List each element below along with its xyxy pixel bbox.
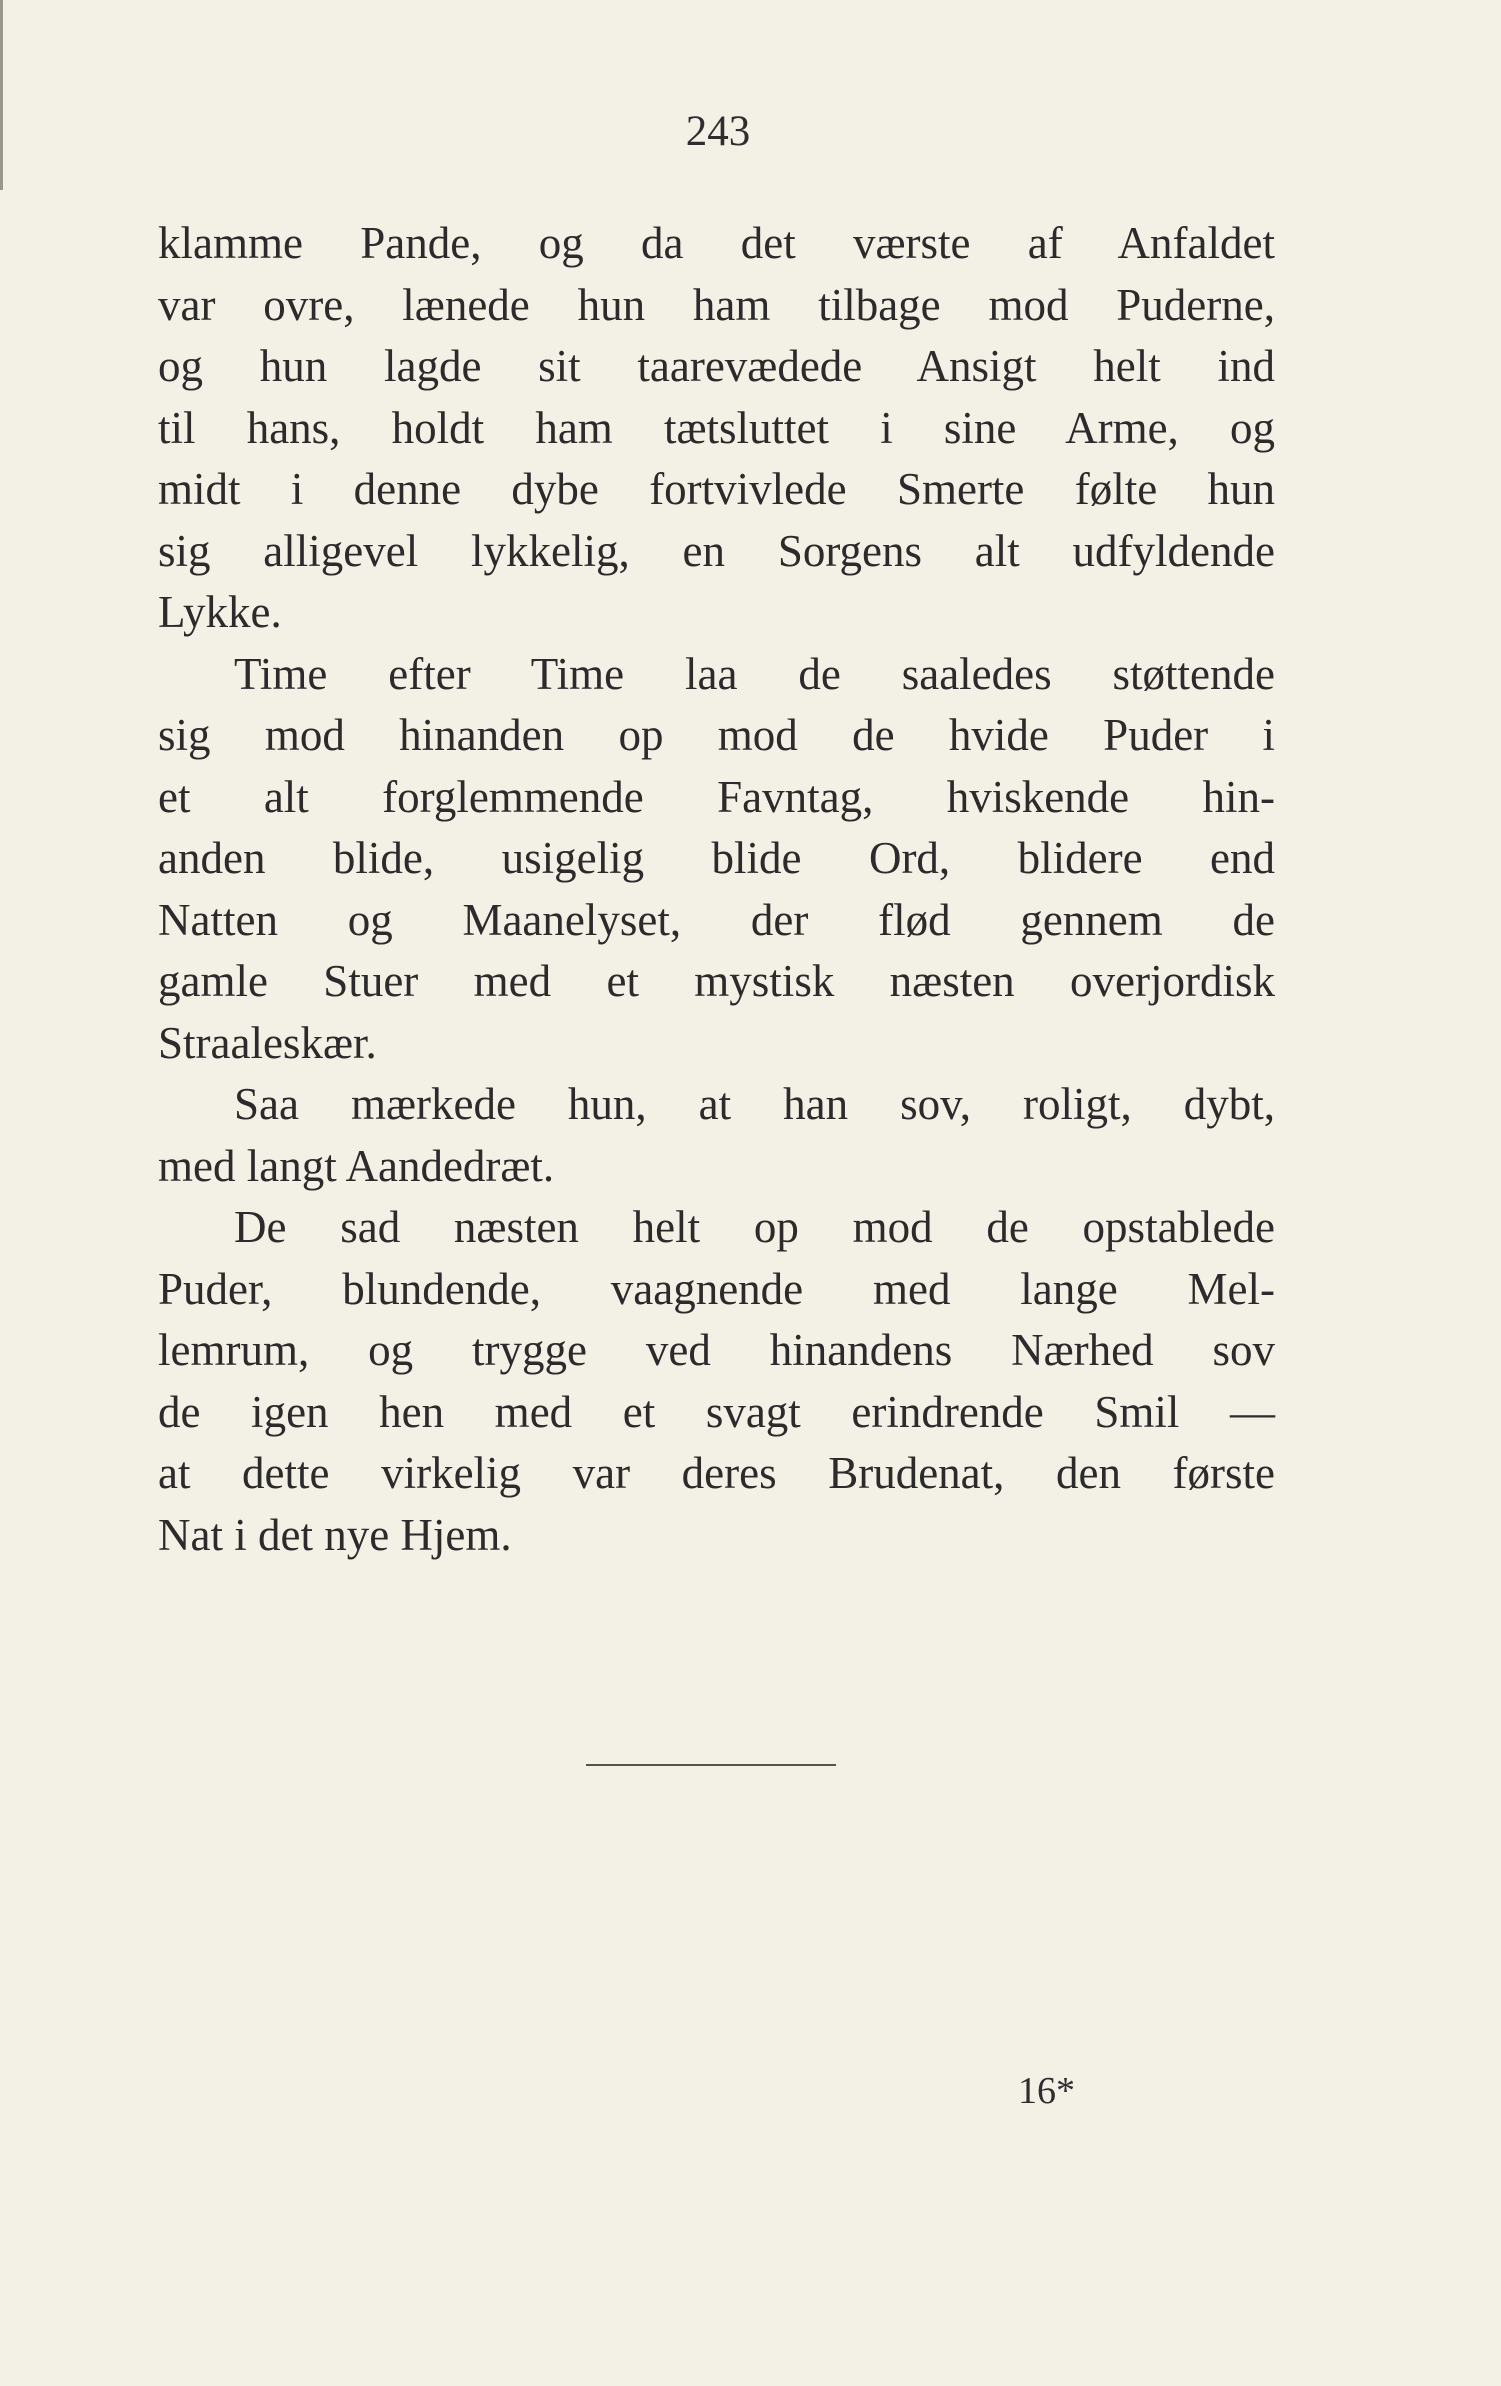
text-line: Time efter Time laa de saaledes støttende bbox=[234, 648, 1275, 699]
section-divider bbox=[586, 1764, 836, 1766]
text-line: at dette virkelig var deres Brudenat, den første bbox=[158, 1448, 1275, 1498]
text-line: sig mod hinanden op mod de hvide Puder i bbox=[158, 710, 1275, 760]
paragraph bbox=[158, 1074, 1275, 1197]
text-line: et alt forglemmende Favntag, hviskende hin- bbox=[158, 771, 1275, 822]
page-edge-shadow bbox=[0, 0, 3, 190]
paragraph bbox=[158, 213, 1275, 644]
text-line: Straaleskær. bbox=[158, 1017, 377, 1068]
text-line: lemrum, og trygge ved hinandens Nærhed sov bbox=[158, 1325, 1275, 1375]
text-line: midt i denne dybe fortvivlede Smerte følte hun bbox=[158, 464, 1275, 514]
signature-mark: 16* bbox=[1018, 2070, 1075, 2112]
text-line: og hun lagde sit taarevædede Ansigt helt ind bbox=[158, 341, 1275, 391]
text-line: klamme Pande, og da det værste af Anfaldet bbox=[158, 218, 1275, 268]
text-line: sig alligevel lykkelig, en Sorgens alt udfyldende bbox=[158, 525, 1275, 576]
text-line: var ovre, lænede hun ham tilbage mod Puderne, bbox=[158, 279, 1275, 330]
text-line: Saa mærkede hun, at han sov, roligt, dybt, bbox=[234, 1079, 1275, 1129]
text-line: Lykke. bbox=[158, 587, 282, 637]
text-line: De sad næsten helt op mod de opstablede bbox=[234, 1202, 1275, 1252]
page-number: 243 bbox=[685, 108, 751, 155]
text-line: gamle Stuer med et mystisk næsten overjordisk bbox=[158, 956, 1275, 1006]
text-line: Nat i det nye Hjem. bbox=[158, 1509, 512, 1560]
text-line: med langt Aandedræt. bbox=[158, 1140, 555, 1191]
paragraph bbox=[158, 644, 1275, 1075]
text-line: til hans, holdt ham tætsluttet i sine Arme, og bbox=[158, 402, 1275, 453]
text-line: Natten og Maanelyset, der flød gennem de bbox=[158, 894, 1275, 945]
text-line: de igen hen med et svagt erindrende Smil — bbox=[158, 1386, 1275, 1437]
paragraph bbox=[158, 1197, 1275, 1566]
body-text bbox=[158, 213, 1275, 1566]
text-line: Puder, blundende, vaagnende med lange Mel- bbox=[158, 1263, 1275, 1314]
text-line: anden blide, usigelig blide Ord, blidere end bbox=[158, 833, 1275, 883]
